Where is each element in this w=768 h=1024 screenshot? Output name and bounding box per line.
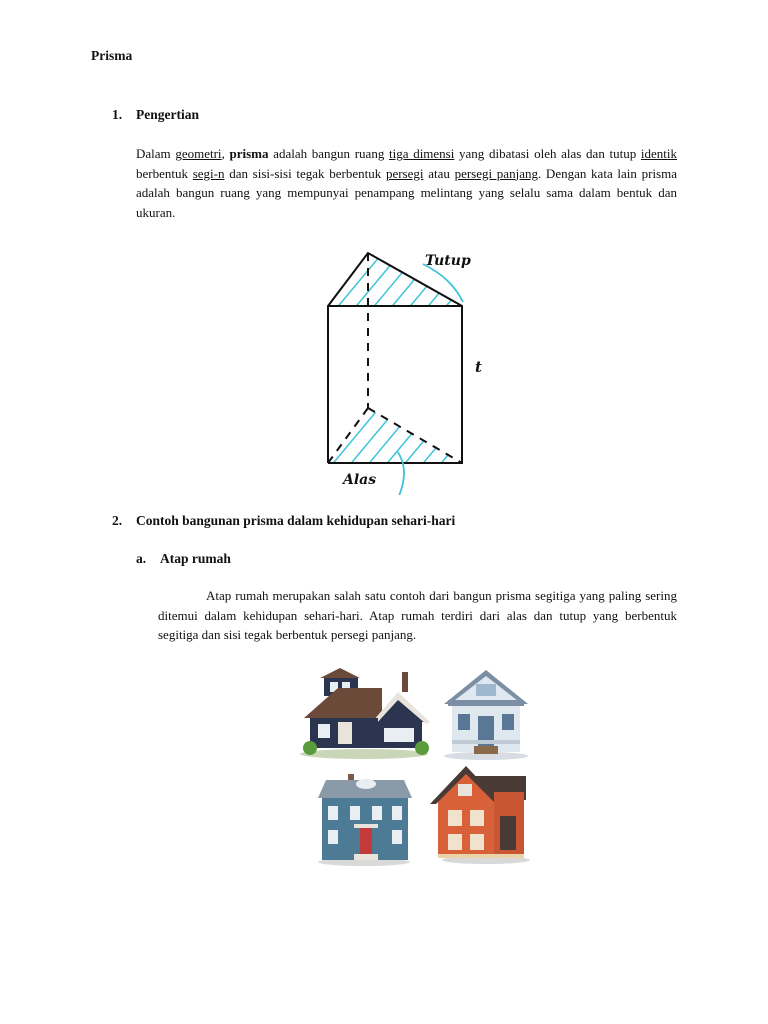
text-segment: , bbox=[221, 146, 230, 161]
text-segment: Dalam bbox=[136, 146, 176, 161]
subsection-a-letter: a. bbox=[136, 551, 147, 566]
houses-illustration bbox=[298, 666, 538, 866]
house-4 bbox=[430, 766, 530, 864]
alas-pointer bbox=[397, 451, 404, 495]
linked-term[interactable]: tiga dimensi bbox=[389, 146, 455, 161]
text-segment: dan sisi-sisi tegak berbentuk bbox=[224, 165, 386, 181]
linked-term[interactable]: geometri bbox=[175, 146, 222, 161]
linked-term[interactable]: identik bbox=[640, 146, 678, 161]
bold-term: prisma bbox=[229, 146, 269, 161]
text-segment: yang dibatasi oleh alas dan tutup bbox=[454, 146, 641, 161]
linked-term[interactable]: persegi panjang bbox=[454, 165, 538, 181]
bottom-hatch bbox=[330, 407, 488, 467]
section-1-title: Pengertian bbox=[136, 107, 199, 122]
page-title: Prisma bbox=[91, 48, 133, 63]
house-2 bbox=[444, 670, 528, 760]
label-tutup: Tutup bbox=[425, 253, 471, 269]
linked-term[interactable]: segi-n bbox=[192, 165, 225, 181]
section-2-heading bbox=[112, 513, 455, 529]
text-segment: berbentuk bbox=[136, 165, 193, 181]
subsection-a-title: Atap rumah bbox=[160, 551, 231, 566]
definition-paragraph bbox=[136, 144, 677, 222]
atap-rumah-paragraph bbox=[158, 586, 677, 645]
text-segment: . Dengan kata lain prisma adalah bangun ruang yang mempunyai penampang melintang yang selalu sama dalam bentuk dan ukuran. bbox=[136, 165, 678, 220]
text-segment: atau bbox=[423, 165, 455, 181]
atap-rumah-text: Atap rumah merupakan salah satu contoh dari bangun prisma segitiga yang paling sering ditemui dalam kehidupan sehari-hari. Atap rumah terdiri dari alas dan tutup yang berbentuk segitiga dan sisi tegak berbentuk persegi panjang. bbox=[158, 588, 677, 642]
house-1 bbox=[300, 668, 430, 759]
linked-term[interactable]: persegi bbox=[385, 165, 424, 181]
section-2-title: Contoh bangunan prisma dalam kehidupan sehari-hari bbox=[136, 513, 456, 528]
section-1-heading bbox=[112, 107, 199, 123]
label-alas: Alas bbox=[343, 472, 377, 488]
label-height: t bbox=[475, 358, 482, 376]
house-3 bbox=[318, 774, 412, 866]
text-segment: adalah bangun ruang bbox=[268, 146, 390, 161]
prism-figure bbox=[315, 240, 490, 495]
section-1-number: 1. bbox=[112, 107, 123, 122]
subsection-a-heading bbox=[136, 551, 231, 567]
section-2-number: 2. bbox=[112, 513, 123, 528]
